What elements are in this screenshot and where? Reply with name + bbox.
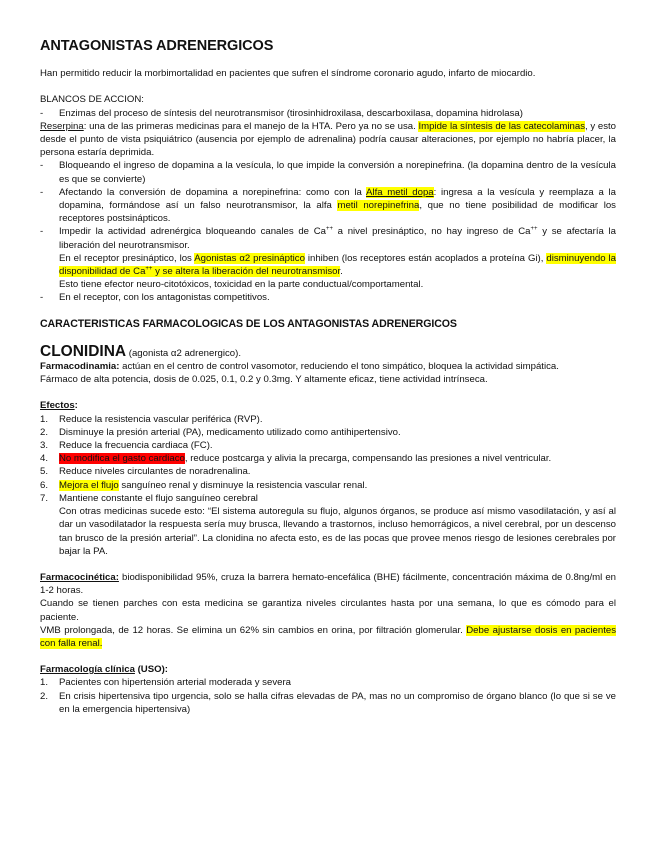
- clinica-heading: Farmacología clínica (USO):: [40, 664, 168, 676]
- document-page: [40, 36, 616, 716]
- list-item: 5. Reduce niveles circulantes de noradrenalina.: [40, 466, 251, 478]
- bullet-marker: -: [40, 160, 44, 172]
- list-item: [40, 291, 616, 304]
- bullet-marker: -: [40, 292, 44, 304]
- page-title: ANTAGONISTAS ADRENERGICOS: [40, 38, 274, 54]
- farmacodinamia-paragraph: Farmacodinamia: actúan en el centro de control vasomotor, reduciendo el tono simpático, bloquea la actividad simpática.: [40, 361, 559, 373]
- efectos-heading: Efectos:: [40, 400, 78, 412]
- blancos-item-4: Impedir la actividad adrenérgica bloqueando canales de Ca++ a nivel presináptico, no hay ingreso de Ca++ y se afectaría la liberación del neurotransmisor. En el receptor presináptico, los Agonistas α2 presináptico inhiben (los receptores están acoplados a proteína Gi), disminuyendo la disponibilidad de Ca++ y se altera la liberación del neurotransmisor. Esto tiene efector neuro-citotóxicos, toxicidad en la parte conductual/comportamental.: [59, 226, 616, 291]
- efectos-list: [40, 413, 616, 558]
- efecto7-detail: Con otras medicinas sucede esto: “El sistema autoregula su flujo, algunos órganos, se produce así mismo vasodilatación, y así al dar un vasodilatador la respuesta sería muy brusca, llevando a trastornos, incluso hemorrágicos, a nivel cerebral, por un descenso tan brusco de la presión arterial”. La clonidina no afecta esto, es de las pocas que provee menos riesgo de lesiones cerebrales por bajar la PA.: [59, 506, 616, 557]
- list-item: 3. Reduce la frecuencia cardiaca (FC).: [40, 440, 213, 452]
- list-item: 1. Reduce la resistencia vascular periférica (RVP).: [40, 413, 263, 425]
- list-item: 4. No modifica el gasto cardiaco, reduce postcarga y alivia la precarga, compensando las presiones a nivel ventricular.: [40, 453, 552, 465]
- list-item: 2. Disminuye la presión arterial (PA), medicamento utilizado como antihipertensivo.: [40, 426, 401, 438]
- highlight-red: No modifica el gasto cardiaco: [59, 453, 185, 465]
- bullet-marker: -: [40, 226, 44, 238]
- highlight: Impide la síntesis de las catecolaminas: [418, 120, 585, 132]
- highlight: Agonistas α2 presináptico: [194, 252, 305, 264]
- reserpina-paragraph: Reserpina: una de las primeras medicinas para el manejo de la HTA. Pero ya no se usa. Impide la síntesis de las catecolaminas, y esto desde el punto de vista psiquiátrico (ausencia por ejemplo de adrenalina) podría causar alteraciones, por ejemplo no habría placer, la persona estaría deprimida.: [40, 120, 616, 159]
- highlight: Alfa metil dopa: [366, 186, 434, 198]
- reserpina-label: Reserpina: [40, 120, 84, 132]
- list-item: [40, 225, 616, 291]
- vmb-paragraph: VMB prolongada, de 12 horas. Se elimina un 62% sin cambios en orina, por filtración glomerular. Debe ajustarse dosis en pacientes con falla renal.: [40, 624, 616, 649]
- list-item: [40, 186, 616, 226]
- bullet-marker: -: [40, 186, 44, 198]
- section-title: CARACTERISTICAS FARMACOLOGICAS DE LOS ANTAGONISTAS ADRENERGICOS: [40, 317, 457, 330]
- highlight: metil norepinefrina: [337, 200, 420, 212]
- blancos-heading: BLANCOS DE ACCION:: [40, 94, 144, 106]
- list-item: [40, 107, 616, 120]
- drug-name: CLONIDINA: [40, 342, 127, 360]
- list-item: 1. Pacientes con hipertensión arterial moderada y severa: [40, 677, 291, 689]
- list-item: 7. Mantiene constante el flujo sanguíneo cerebral Con otras medicinas sucede esto: “El sistema autoregula su flujo, algunos órganos, se produce así mismo vasodilatación, y así al dar un vasodilatador la respuesta sería muy brusca, llevando a trastornos, incluso hemorrágicos, a nivel cerebral, por un descenso tan brusco de la presión arterial”. La clonidina no afecta esto, es de las pocas que provee menos riesgo de lesiones cerebrales por bajar la PA.: [40, 492, 616, 557]
- intro-paragraph: Han permitido reducir la morbimortalidad en pacientes que sufren el síndrome coronario agudo, infarto de miocardio.: [40, 68, 536, 80]
- blancos-item-2: Bloqueando el ingreso de dopamina a la vesícula, lo que impide la conversión a norepinefrina. (la dopamina dentro de la vesícula es que se convierte): [59, 160, 616, 185]
- blancos-item-3: Afectando la conversión de dopamina a norepinefrina: como con la Alfa metil dopa: ingresa a la vesícula y reemplaza a la dopamina, formándose así un falso neurotransmisor, la alfa metil norepinefrina, que no tiene posibilidad de modificar los receptores postsinápticos.: [59, 186, 616, 225]
- highlight: disminuyendo la disponibilidad de Ca++ y se altera la liberación del neurotransmisor: [59, 252, 616, 278]
- blancos-item-5: En el receptor, con los antagonistas competitivos.: [59, 292, 270, 304]
- farmacocinetica-paragraph: Farmacocinética: biodisponibilidad 95%, cruza la barrera hemato-encefálica (BHE) fácilmente, concentración máxima de 0.8ng/ml en 1-2 horas.: [40, 571, 616, 597]
- list-item: 2. En crisis hipertensiva tipo urgencia, solo se halla cifras elevadas de PA, mas no un compromiso de órgano blanco (lo que si se ve en la emergencia hipertensiva): [40, 690, 616, 715]
- highlight: Mejora el flujo: [59, 479, 119, 491]
- bullet-marker: -: [40, 107, 44, 119]
- blancos-item-1: Enzimas del proceso de síntesis del neurotransmisor (tirosinhidroxilasa, descarboxilasa, dopamina hidrolasa): [59, 107, 523, 119]
- parches-paragraph: Cuando se tienen parches con esta medicina se garantiza niveles circulantes hasta por una semana, lo que es cómodo para el paciente.: [40, 598, 616, 623]
- potencia-paragraph: Fármaco de alta potencia, dosis de 0.025, 0.1, 0.2 y 0.3mg. Y altamente eficaz, tiene actividad intrínseca.: [40, 374, 488, 386]
- drug-subtitle: (agonista α2 adrenergico).: [126, 347, 241, 359]
- clonidina-heading: [40, 342, 616, 360]
- highlight: Debe ajustarse dosis en pacientes con falla renal.: [40, 624, 616, 649]
- usos-list: [40, 676, 616, 716]
- list-item: 6. Mejora el flujo sanguíneo renal y disminuye la resistencia vascular renal.: [40, 479, 368, 491]
- list-item: [40, 159, 616, 185]
